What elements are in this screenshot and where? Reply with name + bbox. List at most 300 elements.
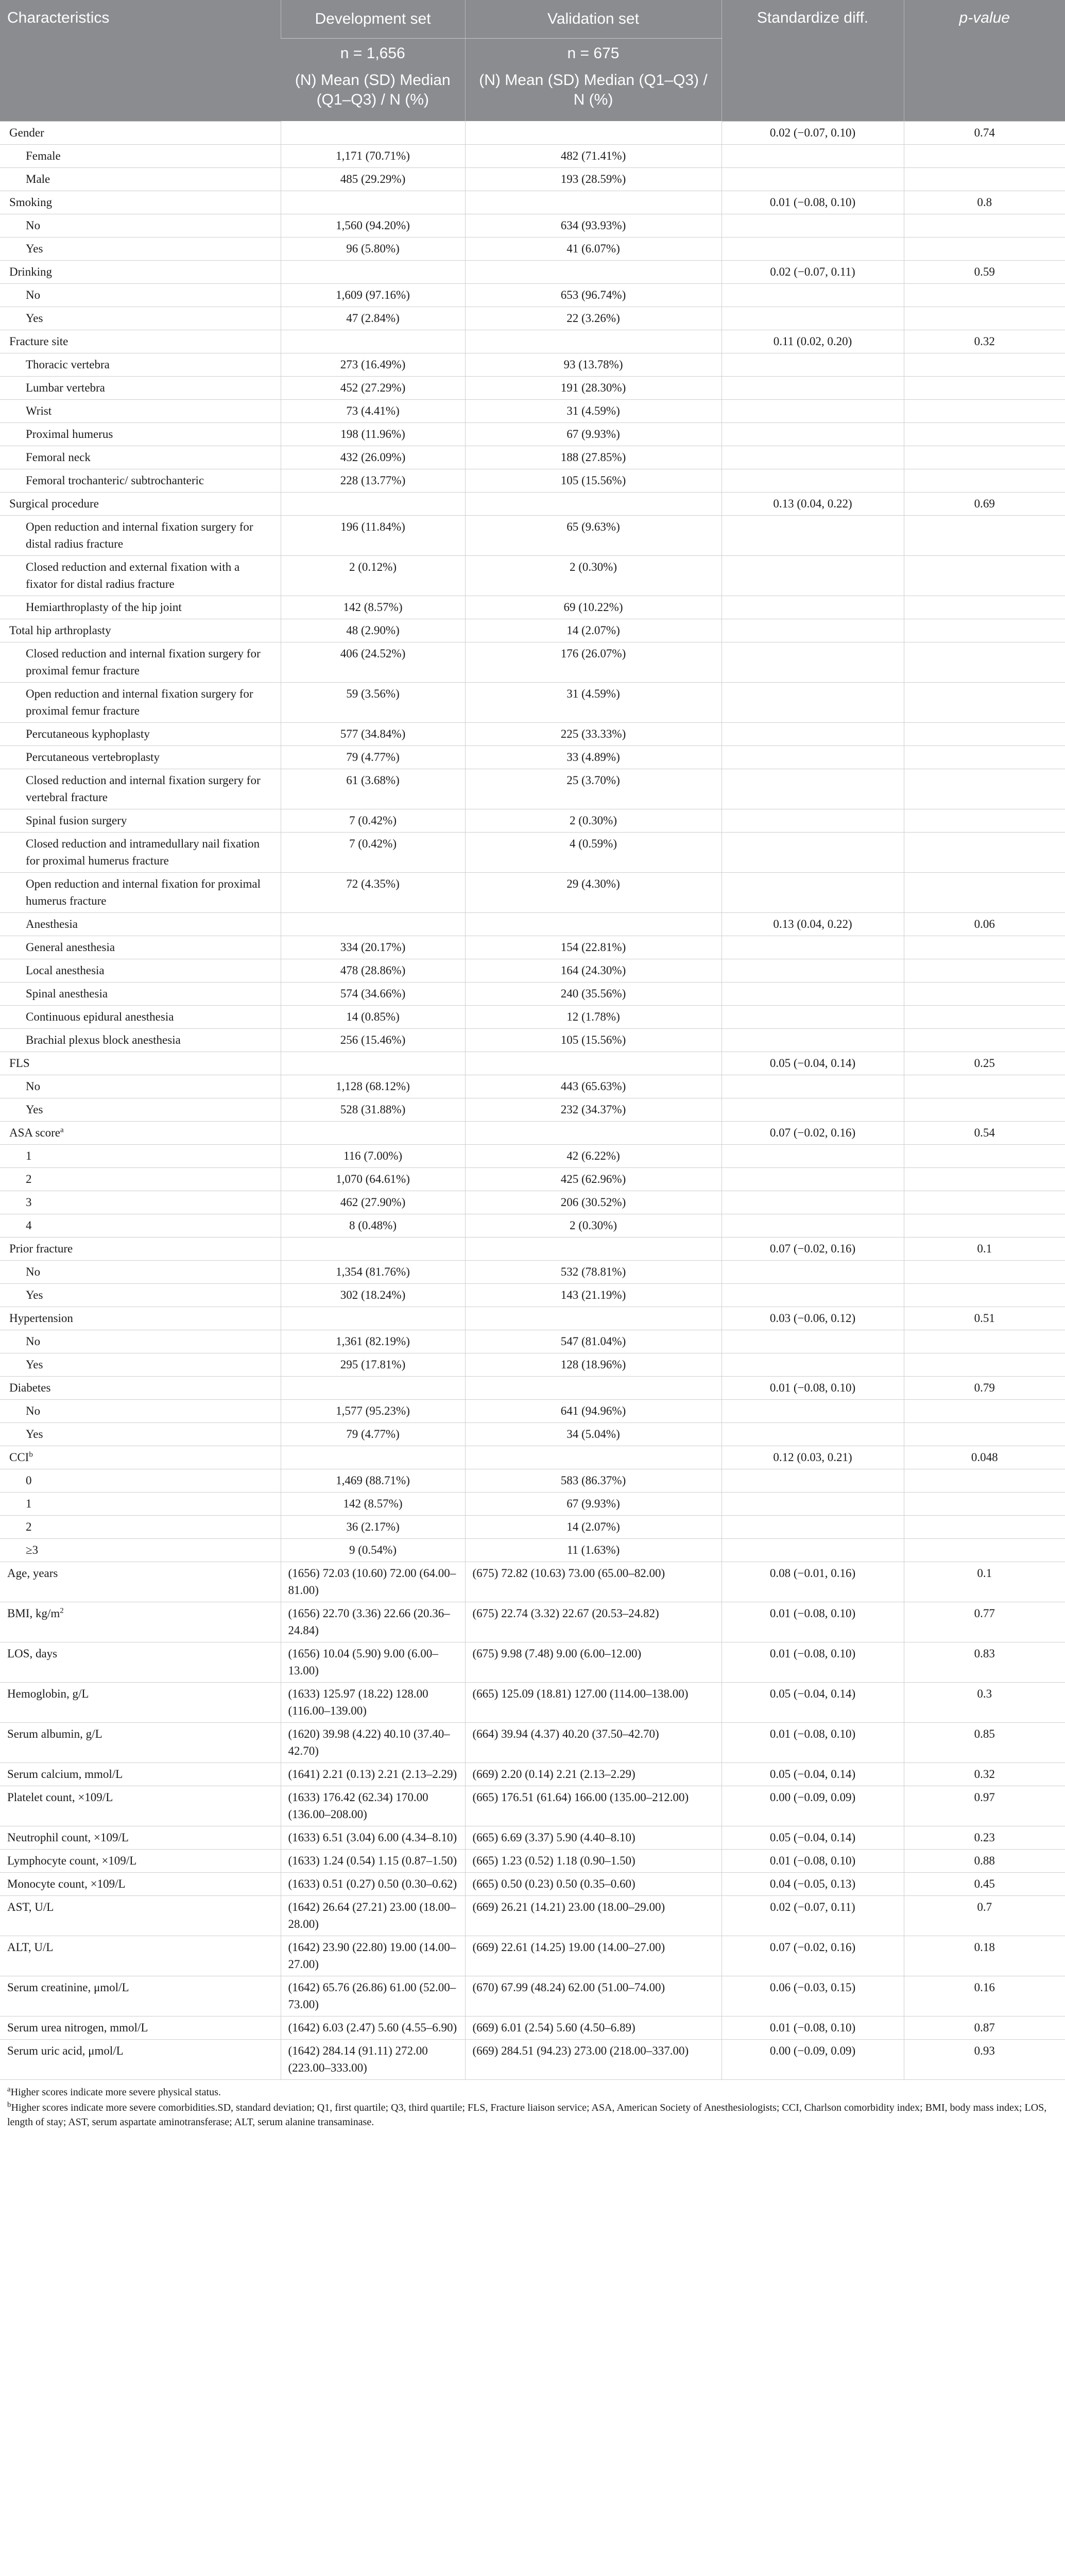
row-label-text: Serum creatinine, μmol/L [7,1980,129,1994]
development-value [281,1469,465,1492]
table-row [0,1786,1065,1826]
development-value-text: 1,361 (82.19%) [336,1334,410,1348]
row-label [0,912,281,936]
table-row [0,191,1065,214]
development-value [281,1098,465,1121]
p-value [904,872,1065,912]
row-label [0,1538,281,1562]
development-value-text: 1,577 (95.23%) [336,1404,410,1417]
standardize-diff-value [722,1682,904,1722]
row-label [0,1976,281,2016]
standardize-diff-value-text: 0.08 (−0.01, 0.16) [769,1566,856,1580]
development-value [281,1562,465,1602]
p-value [904,1976,1065,2016]
development-value-text: 2 (0.12%) [349,560,397,573]
validation-value-text: 105 (15.56%) [560,473,626,487]
development-value-text: 1,609 (97.16%) [336,288,410,301]
p-value-text: 0.93 [974,2044,995,2057]
validation-value-text: 25 (3.70%) [566,773,620,787]
standardize-diff-value [722,237,904,260]
table-row [0,1052,1065,1075]
development-value [281,1976,465,2016]
table-row [0,1976,1065,2016]
row-label [0,1642,281,1682]
footnotes [0,2080,1065,2129]
p-value-text: 0.06 [974,917,995,930]
validation-value-text: 164 (24.30%) [560,963,626,977]
table-row [0,1469,1065,1492]
standardize-diff-value [722,446,904,469]
row-label [0,1872,281,1895]
row-label [0,469,281,492]
development-value [281,353,465,376]
development-value-text: 256 (15.46%) [340,1033,406,1046]
development-value-text: 61 (3.68%) [346,773,400,787]
table-row [0,1075,1065,1098]
development-value-text: 142 (8.57%) [343,1497,403,1510]
validation-value [465,619,722,642]
development-value-text: 8 (0.48%) [349,1218,397,1232]
development-value-text: 1,171 (70.71%) [336,149,410,162]
row-label [0,959,281,982]
standardize-diff-value [722,1976,904,2016]
p-value [904,1849,1065,1872]
p-value [904,1786,1065,1826]
development-value-text: 1,354 (81.76%) [336,1265,410,1278]
p-value [904,1353,1065,1376]
development-value [281,260,465,283]
development-value-text: (1642) 26.64 (27.21) 23.00 (18.00–28.00) [288,1900,456,1930]
standardize-diff-value-text: 0.01 (−0.08, 0.10) [769,2021,856,2034]
validation-value [465,769,722,809]
development-value-text: (1633) 176.42 (62.34) 170.00 (136.00–208.00) [288,1790,428,1821]
development-value [281,167,465,191]
validation-value [465,1214,722,1237]
standardize-diff-value [722,1515,904,1538]
standardize-diff-value [722,1330,904,1353]
validation-value [465,1446,722,1469]
standardize-diff-value [722,912,904,936]
development-value [281,1446,465,1469]
development-value [281,1075,465,1098]
p-value [904,330,1065,353]
row-label [0,619,281,642]
development-value [281,1422,465,1446]
validation-value [465,1237,722,1260]
row-label [0,1260,281,1283]
row-label-text: Neutrophil count, ×109/L [7,1831,129,1844]
table-row [0,399,1065,422]
validation-value [465,515,722,555]
standardize-diff-value [722,214,904,237]
validation-value [465,1849,722,1872]
p-value [904,1895,1065,1936]
row-label [0,353,281,376]
table-row [0,1121,1065,1144]
p-value [904,912,1065,936]
standardize-diff-value [722,642,904,682]
development-value [281,682,465,722]
table-row [0,2039,1065,2079]
p-value [904,237,1065,260]
validation-value [465,1826,722,1849]
p-value [904,936,1065,959]
row-label [0,330,281,353]
row-label-text: Brachial plexus block anesthesia [26,1033,181,1046]
p-value [904,1191,1065,1214]
row-label [0,1422,281,1446]
development-value-text: (1642) 65.76 (26.86) 61.00 (52.00–73.00) [288,1980,456,2011]
row-label [0,191,281,214]
p-value [904,1214,1065,1237]
validation-value [465,1260,722,1283]
validation-value-text: 482 (71.41%) [560,149,626,162]
p-value [904,307,1065,330]
validation-value [465,1515,722,1538]
row-label [0,642,281,682]
row-label-text: FLS [9,1056,30,1070]
development-value [281,642,465,682]
validation-value-text: 225 (33.33%) [560,727,626,740]
row-label-text: Platelet count, ×109/L [7,1790,113,1804]
p-value-text: 0.8 [977,195,992,209]
table-row [0,1237,1065,1260]
table-row [0,1028,1065,1052]
footnote-b [7,2100,1058,2129]
table-row [0,959,1065,982]
standardize-diff-value-text: 0.05 (−0.04, 0.14) [769,1767,856,1781]
standardize-diff-value-text: 0.02 (−0.07, 0.11) [770,1900,855,1913]
table-row [0,1872,1065,1895]
validation-value [465,555,722,596]
row-label-text: ALT, U/L [7,1940,54,1954]
development-value [281,492,465,515]
development-value [281,1642,465,1682]
p-value [904,1283,1065,1307]
table-row [0,596,1065,619]
table-row [0,1167,1065,1191]
validation-value [465,1098,722,1121]
row-label-text: CCI [9,1450,29,1464]
standardize-diff-value [722,1144,904,1167]
p-value [904,260,1065,283]
table-row [0,1492,1065,1515]
validation-value [465,912,722,936]
development-value [281,1237,465,1260]
validation-value [465,1562,722,1602]
table-row [0,619,1065,642]
table-row [0,1826,1065,1849]
development-value-text: (1642) 6.03 (2.47) 5.60 (4.55–6.90) [288,2021,457,2034]
validation-value-text: 105 (15.56%) [560,1033,626,1046]
development-value-text: 528 (31.88%) [340,1103,406,1116]
p-value [904,682,1065,722]
p-value [904,1446,1065,1469]
standardize-diff-value-text: 0.07 (−0.02, 0.16) [769,1126,856,1139]
p-value [904,982,1065,1005]
development-value-text: 7 (0.42%) [349,837,397,850]
development-value-text: (1633) 0.51 (0.27) 0.50 (0.30–0.62) [288,1877,457,1890]
validation-value [465,1052,722,1075]
validation-value-text: (665) 0.50 (0.23) 0.50 (0.35–0.60) [472,1877,635,1890]
standardize-diff-value-text: 0.01 (−0.08, 0.10) [769,1381,856,1394]
standardize-diff-value [722,492,904,515]
standardize-diff-value [722,809,904,832]
validation-value-text: 14 (2.07%) [566,1520,620,1533]
row-label [0,2016,281,2039]
validation-value [465,399,722,422]
validation-value [465,1895,722,1936]
p-value-text: 0.79 [974,1381,995,1394]
p-value [904,1307,1065,1330]
row-label-text: Femoral trochanteric/ subtrochanteric [26,473,204,487]
table-row [0,1642,1065,1682]
p-value-text: 0.18 [974,1940,995,1954]
row-label-text: 2 [26,1520,32,1533]
standardize-diff-value [722,1098,904,1121]
table-row [0,1682,1065,1722]
development-value-text: 1,560 (94.20%) [336,218,410,232]
p-value [904,1028,1065,1052]
row-label [0,1052,281,1075]
validation-value [465,446,722,469]
validation-value [465,283,722,307]
validation-value [465,1005,722,1028]
row-label-text: Prior fracture [9,1242,73,1255]
development-value-text: 462 (27.90%) [340,1195,406,1209]
standardize-diff-value [722,1722,904,1762]
footnote-b-mark: b [7,2100,11,2109]
development-value [281,1936,465,1976]
validation-value [465,1121,722,1144]
development-value-text: 196 (11.84%) [340,520,405,533]
row-label-text: No [26,1334,41,1348]
validation-value [465,1167,722,1191]
standardize-diff-value-text: 0.13 (0.04, 0.22) [773,497,852,510]
row-label-text: ASA score [9,1126,61,1139]
development-value [281,1167,465,1191]
row-label-text: Yes [26,1103,43,1116]
row-label [0,809,281,832]
validation-value [465,469,722,492]
table-row [0,307,1065,330]
row-label-text: Spinal fusion surgery [26,814,127,827]
p-value-text: 0.83 [974,1647,995,1660]
standardize-diff-value [722,330,904,353]
row-label-text: 1 [26,1149,32,1162]
development-value-text: 1,128 (68.12%) [336,1079,410,1093]
development-value [281,307,465,330]
row-label [0,1283,281,1307]
superscript-mark: a [60,1125,64,1134]
validation-value-text: (669) 22.61 (14.25) 19.00 (14.00–27.00) [472,1940,665,1954]
development-value [281,1762,465,1786]
p-value [904,1075,1065,1098]
p-value [904,1469,1065,1492]
row-label [0,214,281,237]
development-value [281,1682,465,1722]
p-value-text: 0.1 [977,1566,992,1580]
p-value [904,1237,1065,1260]
validation-value-text: 240 (35.56%) [560,987,626,1000]
standardize-diff-value [722,191,904,214]
table-row [0,237,1065,260]
standardize-diff-value [722,1214,904,1237]
development-value-text: (1642) 284.14 (91.11) 272.00 (223.00–333.00) [288,2044,428,2074]
validation-value [465,809,722,832]
p-value-text: 0.7 [977,1900,992,1913]
p-value [904,642,1065,682]
standardize-diff-value [722,769,904,809]
row-label [0,144,281,167]
standardize-diff-value-text: 0.01 (−0.08, 0.10) [769,1854,856,1867]
row-label [0,422,281,446]
development-value [281,237,465,260]
table-row [0,1895,1065,1936]
validation-value [465,1353,722,1376]
development-value [281,1826,465,1849]
validation-value [465,1786,722,1826]
standardize-diff-value [722,376,904,399]
validation-value [465,260,722,283]
validation-value [465,191,722,214]
development-value-text: 47 (2.84%) [346,311,400,325]
development-value [281,722,465,745]
validation-value-text: 33 (4.89%) [566,750,620,764]
table-row [0,330,1065,353]
p-value [904,1642,1065,1682]
row-label [0,1492,281,1515]
p-value [904,1538,1065,1562]
development-value-text: 478 (28.86%) [340,963,406,977]
p-value [904,722,1065,745]
standardize-diff-value-text: 0.01 (−0.08, 0.10) [769,1647,856,1660]
row-label [0,596,281,619]
p-value [904,1492,1065,1515]
row-label-text: Open reduction and internal fixation surgery for proximal femur fracture [26,687,253,717]
development-value [281,446,465,469]
development-value [281,1872,465,1895]
row-label [0,1330,281,1353]
development-value-text: 432 (26.09%) [340,450,406,464]
row-label-text: General anesthesia [26,940,115,954]
validation-value [465,121,722,144]
development-value-text: 142 (8.57%) [343,600,403,614]
validation-value [465,1936,722,1976]
development-value [281,376,465,399]
validation-value [465,1682,722,1722]
development-value-text: 406 (24.52%) [340,647,406,660]
row-label [0,399,281,422]
p-value [904,515,1065,555]
validation-value-text: 4 (0.59%) [570,837,617,850]
p-value [904,422,1065,446]
row-label [0,1895,281,1936]
validation-value-text: 69 (10.22%) [563,600,623,614]
row-label-text: Male [26,172,50,185]
table-row [0,1307,1065,1330]
row-label [0,1191,281,1214]
development-value-text: 79 (4.77%) [346,750,400,764]
row-label-text: Monocyte count, ×109/L [7,1877,126,1890]
validation-value [465,1642,722,1682]
row-label-text: Percutaneous kyphoplasty [26,727,150,740]
p-value-text: 0.25 [974,1056,995,1070]
row-label [0,307,281,330]
row-label-text: Smoking [9,195,53,209]
p-value [904,1399,1065,1422]
development-value [281,469,465,492]
validation-value [465,1191,722,1214]
validation-value [465,1762,722,1786]
p-value-text: 0.59 [974,265,995,278]
validation-value-text: (669) 2.20 (0.14) 2.21 (2.13–2.29) [472,1767,635,1781]
footnote-a [7,2085,1058,2099]
table-row [0,1762,1065,1786]
standardize-diff-value-text: 0.05 (−0.04, 0.14) [769,1056,856,1070]
table-row [0,515,1065,555]
standardize-diff-value-text: 0.12 (0.03, 0.21) [773,1450,852,1464]
table-row [0,446,1065,469]
row-label-text: No [26,218,41,232]
table-row [0,121,1065,144]
row-label-text: Yes [26,242,43,255]
standardize-diff-value [722,353,904,376]
p-value-text: 0.32 [974,1767,995,1781]
development-value-text: (1641) 2.21 (0.13) 2.21 (2.13–2.29) [288,1767,457,1781]
row-label-text: Femoral neck [26,450,91,464]
development-value-text: 59 (3.56%) [346,687,400,700]
table-row [0,214,1065,237]
standardize-diff-value [722,1872,904,1895]
validation-value [465,144,722,167]
development-value [281,1376,465,1399]
validation-value [465,1075,722,1098]
p-value [904,353,1065,376]
standardize-diff-value [722,515,904,555]
development-value [281,1144,465,1167]
p-value-text: 0.54 [974,1126,995,1139]
validation-value-text: (675) 9.98 (7.48) 9.00 (6.00–12.00) [472,1647,642,1660]
row-label [0,1075,281,1098]
standardize-diff-value [722,144,904,167]
table-row [0,1515,1065,1538]
row-label [0,1005,281,1028]
standardize-diff-value-text: 0.05 (−0.04, 0.14) [769,1687,856,1700]
standardize-diff-value [722,1283,904,1307]
row-label [0,2039,281,2079]
validation-value-text: 67 (9.93%) [566,427,620,440]
development-value [281,982,465,1005]
development-value [281,2016,465,2039]
table-row [0,1562,1065,1602]
standardize-diff-value-text: 0.01 (−0.08, 0.10) [769,1606,856,1620]
validation-value [465,745,722,769]
validation-value [465,1144,722,1167]
standardize-diff-value-text: 0.00 (−0.09, 0.09) [769,1790,856,1804]
development-value-text: 574 (34.66%) [340,987,406,1000]
development-value-text: 485 (29.29%) [340,172,406,185]
standardize-diff-value [722,1826,904,1849]
development-value [281,1191,465,1214]
footnote-a-text: Higher scores indicate more severe physical status. [10,2086,221,2098]
standardize-diff-value [722,469,904,492]
validation-value-text: (675) 22.74 (3.32) 22.67 (20.53–24.82) [472,1606,659,1620]
row-label-text: Wrist [26,404,52,417]
development-value [281,1353,465,1376]
standardize-diff-value [722,1121,904,1144]
table-row [0,167,1065,191]
